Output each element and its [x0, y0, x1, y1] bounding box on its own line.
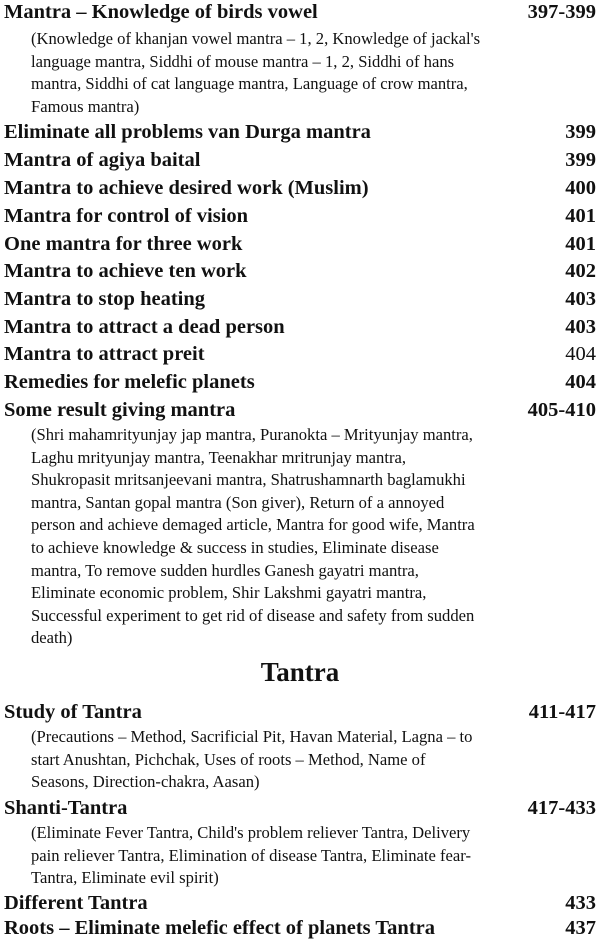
entry-title: Mantra to attract preit: [4, 343, 205, 365]
entry-subtopics-birds-vowel: [31, 28, 597, 118]
subtopic-line: language mantra, Siddhi of mouse mantra – 1, 2, Siddhi of hans: [31, 51, 455, 71]
entry-title: Mantra to stop heating: [4, 288, 206, 310]
subtopic-line: Shukropasit mritsanjeevani mantra, Shatrushamnarth baglamukhi: [31, 470, 466, 490]
toc-entry-durga-mantra: [4, 118, 596, 146]
entry-title: Study of Tantra: [4, 701, 142, 723]
subtopic-line: Successful experiment to get rid of disease and safety from sudden: [31, 605, 475, 625]
entry-subtopics-shanti-tantra: [31, 822, 597, 890]
entry-pages: 437: [565, 917, 596, 939]
entry-title: Shanti-Tantra: [4, 797, 128, 819]
toc-entry-agiya-baital: [4, 146, 596, 174]
toc-entry-desired-work: [4, 174, 596, 202]
subtopic-line: Seasons, Direction-chakra, Aasan): [31, 772, 260, 792]
toc-entry-birds-vowel: [4, 0, 596, 26]
entry-pages: 399: [565, 121, 596, 143]
entry-pages: 403: [565, 288, 596, 310]
entry-title: Mantra – Knowledge of birds vowel: [4, 1, 318, 23]
entry-title: Mantra to achieve desired work (Muslim): [4, 177, 369, 199]
entry-pages: 405-410: [527, 399, 596, 421]
entry-pages: 404: [565, 343, 596, 365]
subtopic-line: mantra, Siddhi of cat language mantra, Language of crow mantra,: [31, 74, 468, 94]
entry-pages: 400: [565, 177, 596, 199]
toc-entry-control-vision: [4, 202, 596, 230]
toc-entry-attract-preit: [4, 340, 596, 368]
subtopic-line: pain reliever Tantra, Elimination of disease Tantra, Eliminate fear-: [31, 845, 471, 865]
subtopic-line: person and achieve demaged article, Mantra for good wife, Mantra: [31, 515, 475, 535]
toc-entry-dead-person: [4, 313, 596, 341]
subtopic-line: (Shri mahamrityunjay jap mantra, Puranokta – Mrityunjay mantra,: [31, 425, 473, 444]
subtopic-line: Famous mantra): [31, 96, 140, 116]
toc-entry-three-work: [4, 230, 596, 258]
entry-pages: 401: [565, 205, 596, 227]
subtopic-line: Tantra, Eliminate evil spirit): [31, 868, 219, 888]
entry-title: Mantra of agiya baital: [4, 149, 201, 171]
toc-entry-shanti-tantra: [4, 794, 596, 822]
subtopic-line: (Knowledge of khanjan vowel mantra – 1, 2, Knowledge of jackal's: [31, 29, 481, 48]
entry-title: Mantra for control of vision: [4, 205, 249, 227]
subtopic-line: Eliminate economic problem, Shir Lakshmi gayatri mantra,: [31, 583, 427, 603]
entry-pages: 404: [565, 371, 596, 393]
entry-subtopics-study-tantra: [31, 726, 597, 794]
subtopic-line: death): [31, 628, 73, 648]
entry-subtopics-result-giving: [31, 424, 597, 650]
toc-entry-roots-tantra: [4, 914, 596, 942]
entry-title: One mantra for three work: [4, 233, 243, 255]
entry-pages: 401: [565, 233, 596, 255]
entry-title: Remedies for melefic planets: [4, 371, 255, 393]
entry-pages: 399: [565, 149, 596, 171]
entry-pages: 397-399: [527, 1, 596, 23]
toc-entry-study-tantra: [4, 698, 596, 726]
section-heading-tantra: Tantra: [260, 657, 340, 687]
subtopic-line: start Anushtan, Pichchak, Uses of roots – Method, Name of: [31, 749, 426, 769]
entry-title: Eliminate all problems van Durga mantra: [4, 121, 371, 143]
toc-entry-melefic-planets: [4, 368, 596, 396]
entry-title: Different Tantra: [4, 892, 148, 914]
subtopic-line: mantra, Santan gopal mantra (Son giver), Return of a annoyed: [31, 492, 445, 512]
toc-entry-ten-work: [4, 257, 596, 285]
subtopic-line: (Eliminate Fever Tantra, Child's problem reliever Tantra, Delivery: [31, 823, 471, 842]
subtopic-line: Laghu mrityunjay mantra, Teenakhar mritrunjay mantra,: [31, 447, 406, 467]
entry-title: Some result giving mantra: [4, 399, 236, 421]
entry-pages: 411-417: [528, 701, 596, 723]
subtopic-line: (Precautions – Method, Sacrificial Pit, Havan Material, Lagna – to: [31, 727, 473, 746]
entry-pages: 402: [565, 260, 596, 282]
entry-pages: 433: [565, 892, 596, 914]
subtopic-line: mantra, To remove sudden hurdles Ganesh gayatri mantra,: [31, 560, 419, 580]
entry-pages: 417-433: [527, 797, 596, 819]
toc-entry-different-tantra: [4, 889, 596, 917]
entry-pages: 403: [565, 316, 596, 338]
toc-entry-stop-heating: [4, 285, 596, 313]
toc-entry-result-giving: [4, 396, 596, 424]
entry-title: Mantra to achieve ten work: [4, 260, 247, 282]
subtopic-line: to achieve knowledge & success in studies, Eliminate disease: [31, 537, 439, 557]
entry-title: Roots – Eliminate melefic effect of planets Tantra: [4, 917, 435, 939]
entry-title: Mantra to attract a dead person: [4, 316, 285, 338]
